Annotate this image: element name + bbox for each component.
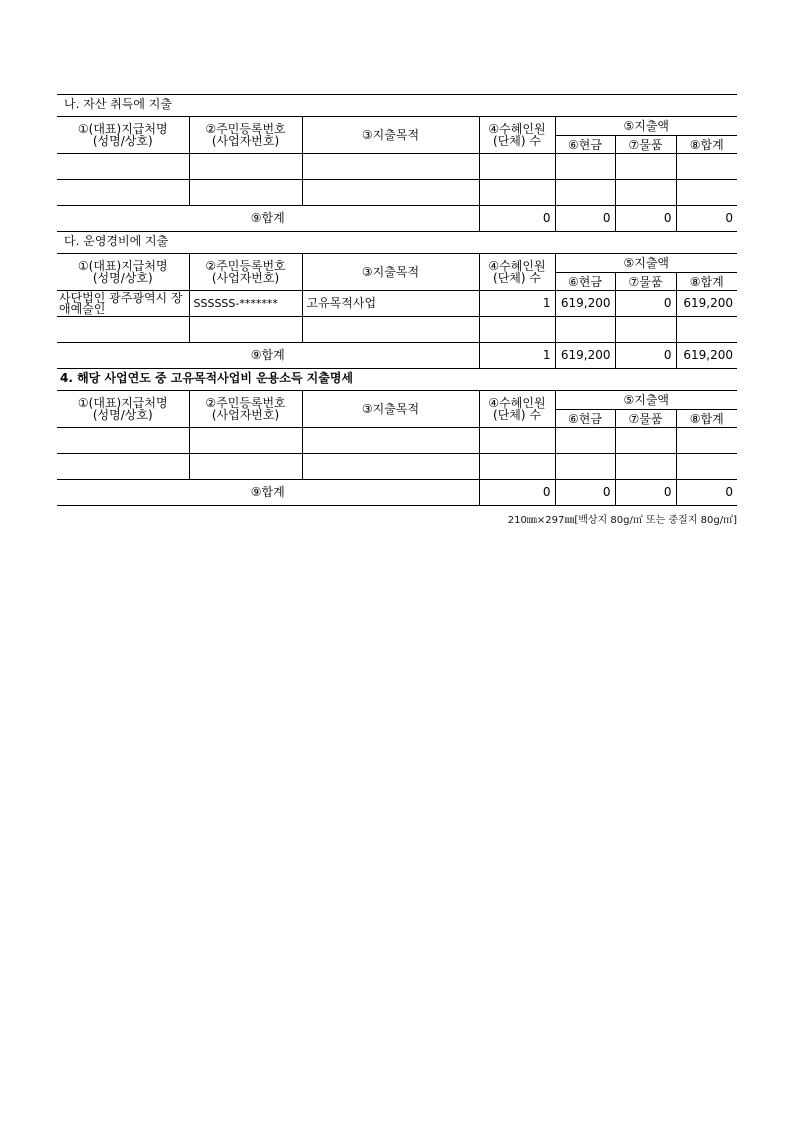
section-da-table [57,253,737,369]
header-expense: ⑤지출액 [555,391,737,410]
table-row [57,291,737,317]
header-purpose: ③지출목적 [302,117,479,154]
table-row [57,454,737,480]
header-cash: ⑥현금 [555,273,615,291]
header-purpose: ③지출목적 [302,254,479,291]
total-label: ⑨합계 [57,480,479,506]
paper-spec-footnote: 210㎜×297㎜[백상지 80g/㎡ 또는 중질지 80g/㎡] [507,515,737,526]
header-payee: ①(대표)지급처명 (성명/상호) [57,391,189,428]
total-row [57,343,737,369]
purpose: 고유목적사업 [302,291,479,317]
header-sum: ⑧합계 [676,410,737,428]
header-sum: ⑧합계 [676,273,737,291]
total-sum: 0 [676,480,737,506]
header-goods: ⑦물품 [615,273,676,291]
total-sum: 619,200 [676,343,737,369]
sum-amount: 619,200 [676,291,737,317]
header-beneficiaries: ④수혜인원 (단체) 수 [479,254,555,291]
header-payee: ①(대표)지급처명 (성명/상호) [57,117,189,154]
header-sum: ⑧합계 [676,136,737,154]
header-reg-number: ②주민등록번호 (사업자번호) [189,117,302,154]
header-goods: ⑦물품 [615,410,676,428]
total-goods: 0 [615,480,676,506]
total-goods: 0 [615,206,676,232]
total-label: ⑨합계 [57,206,479,232]
total-count: 0 [479,206,555,232]
table-row [57,180,737,206]
header-purpose: ③지출목적 [302,391,479,428]
total-count: 0 [479,480,555,506]
total-cash: 619,200 [555,343,615,369]
total-sum: 0 [676,206,737,232]
payee-name: 사단법인 광주광역시 장애예술인 [57,291,189,317]
header-payee: ①(대표)지급처명 (성명/상호) [57,254,189,291]
section-4-table [57,390,737,506]
header-goods: ⑦물품 [615,136,676,154]
total-row [57,206,737,232]
header-reg-number: ②주민등록번호 (사업자번호) [189,254,302,291]
cash-amount: 619,200 [555,291,615,317]
table-row [57,317,737,343]
header-expense: ⑤지출액 [555,254,737,273]
table-row [57,428,737,454]
header-reg-number: ②주민등록번호 (사업자번호) [189,391,302,428]
header-beneficiaries: ④수혜인원 (단체) 수 [479,391,555,428]
total-count: 1 [479,343,555,369]
section-da-title: 다. 운영경비에 지출 [64,234,169,248]
reg-number: SSSSSS-******* [189,291,302,317]
form-sheet [57,94,737,526]
header-cash: ⑥현금 [555,410,615,428]
section-na-table [57,116,737,232]
section-4-title: 4. 해당 사업연도 중 고유목적사업비 운용소득 지출명세 [60,371,354,385]
goods-amount: 0 [615,291,676,317]
total-label: ⑨합계 [57,343,479,369]
total-cash: 0 [555,480,615,506]
header-expense: ⑤지출액 [555,117,737,136]
total-cash: 0 [555,206,615,232]
total-row [57,480,737,506]
total-goods: 0 [615,343,676,369]
table-row [57,154,737,180]
header-beneficiaries: ④수혜인원 (단체) 수 [479,117,555,154]
beneficiary-count: 1 [479,291,555,317]
header-cash: ⑥현금 [555,136,615,154]
section-na-title: 나. 자산 취득에 지출 [64,97,172,111]
